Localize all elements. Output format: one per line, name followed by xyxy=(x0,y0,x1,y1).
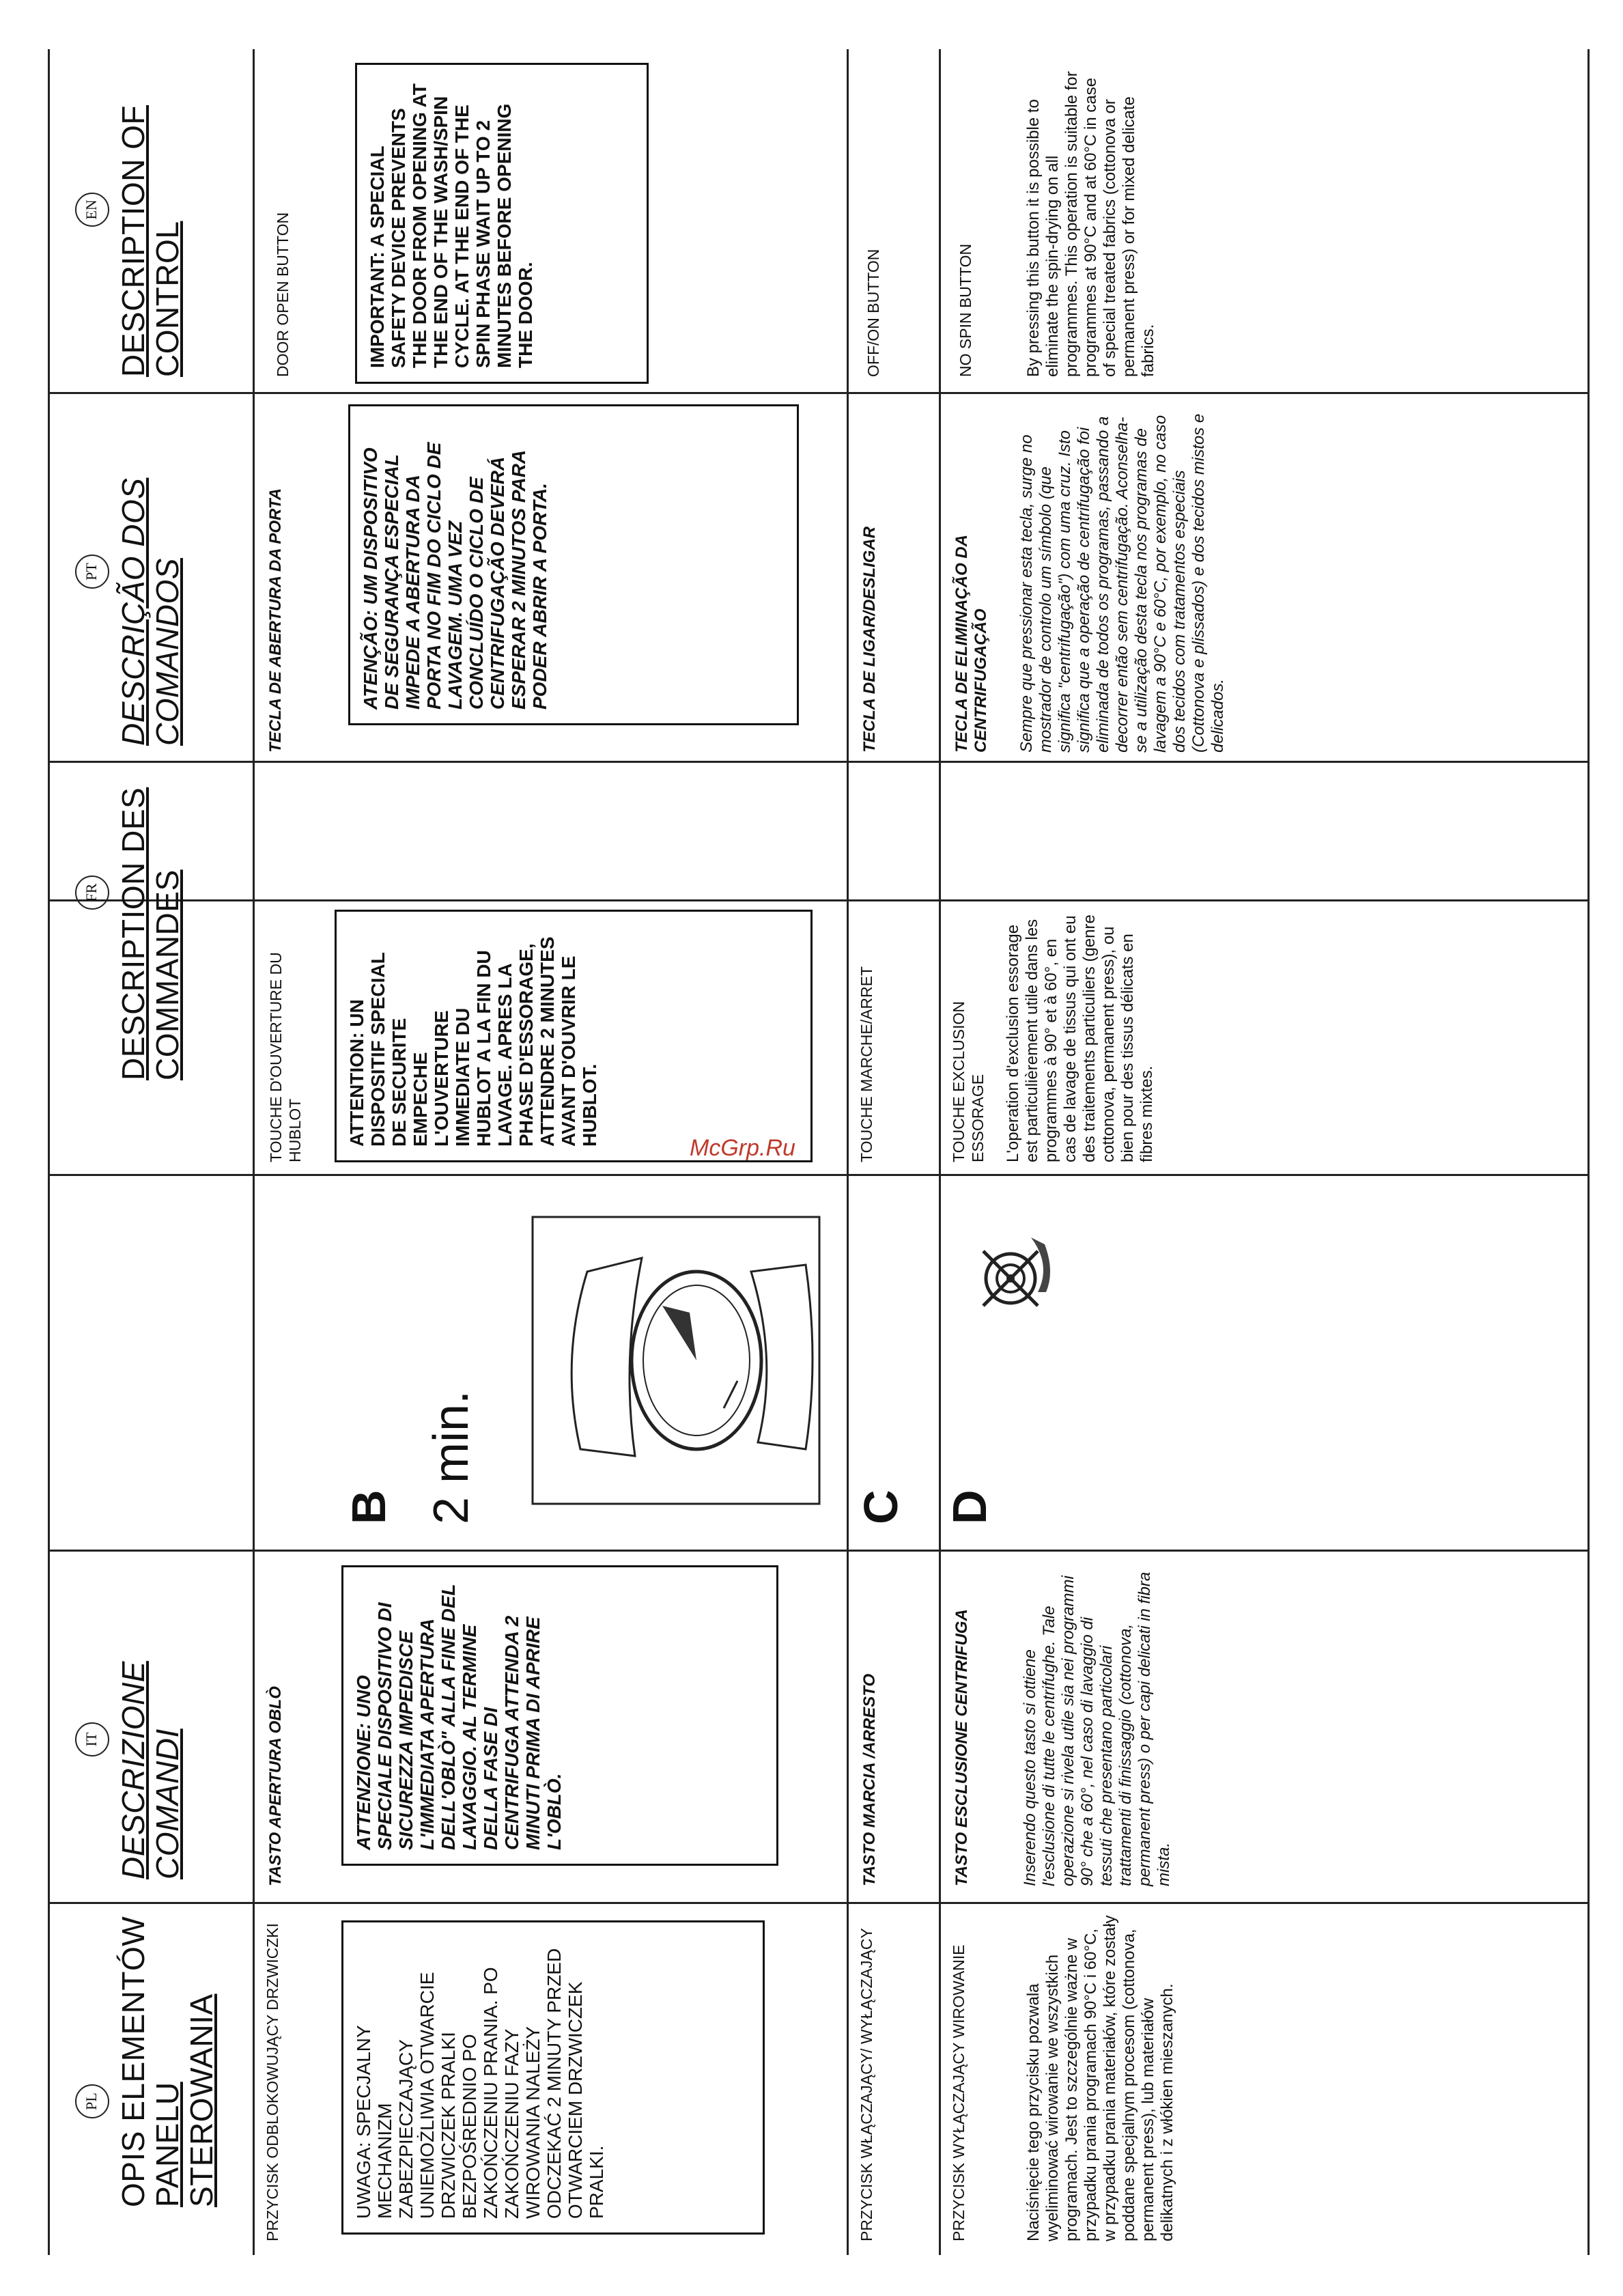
title-fr xyxy=(116,753,184,1080)
badge-it: IT xyxy=(75,1722,109,1756)
label-b-it: TASTO APERTURA OBLÒ xyxy=(266,1686,285,1886)
label-d-it: TASTO ESCLUSIONE CENTRIFUGA xyxy=(952,1609,971,1886)
warning-en: IMPORTANT: A SPECIAL SAFETY DEVICE PREVENTS THE DOOR FROM OPENING AT THE END OF THE WASH/SPIN CYCLE. AT THE END OF THE SPIN PHASE WAIT UP TO 2 MINUTES BEFORE OPENING THE DOOR. xyxy=(355,63,649,384)
label-b-fr: TOUCHE D'OUVERTURE DU HUBLOT xyxy=(267,952,304,1162)
title-pt-line1: DESCRIÇÃO DOS xyxy=(115,477,151,746)
title-en-line2: CONTROL xyxy=(150,221,185,377)
title-it-line2: COMANDI xyxy=(150,1728,185,1879)
label-c-pt: TECLA DE LIGAR/DESLIGAR xyxy=(860,526,879,753)
warning-pl: UWAGA: SPECJALNY MECHANIZM ZABEZPIECZAJĄCY UNIEMOŻLIWIA OTWARCIE DRZWICZEK PRALKI BEZPOŚREDNIO PO ZAKOŃCZENIU PRANIA. PO ZAKOŃCZENIU FAZY WIROWANIA NALEŻY ODCZEKAĆ 2 MINUTY PRZED OTWARCIEM DRZWICZEK PRALKI. xyxy=(341,1920,765,2235)
row-rule-c xyxy=(847,49,849,2255)
timer-label: 2 min. xyxy=(424,1390,479,1524)
badge-en: EN xyxy=(75,193,109,227)
title-en-line1: DESCRIPTION OF xyxy=(115,104,151,377)
label-d-en: NO SPIN BUTTON xyxy=(957,243,974,377)
letter-c: C xyxy=(854,1489,907,1524)
warning-pt: ATENÇÃO: UM DISPOSITIVO DE SEGURANÇA ESPECIAL IMPEDE A ABERTURA DA PORTA NO FIM DO CICLO DE LAVAGEM. UMA VEZ CONCLUÍDO O CICLO DE CENTRIFUGAÇÃO DEVERÁ ESPERAR 2 MINUTOS PARA PODER ABRIR A PORTA. xyxy=(348,404,799,725)
col-divider-2 xyxy=(48,1550,1587,1552)
badge-fr: FR xyxy=(75,876,109,910)
label-b-pl: PRZYCISK ODBLOKOWUJĄCY DRZWICZKI xyxy=(264,1922,281,2241)
letter-b: B xyxy=(342,1489,395,1524)
col-divider-3 xyxy=(48,1174,1587,1176)
title-pl-line1: OPIS ELEMENTÓW xyxy=(115,1916,151,2207)
label-d-pt: TECLA DE ELIMINAÇÃO DA CENTRIFUGAÇÃO xyxy=(952,535,990,753)
title-pl xyxy=(116,1914,218,2207)
title-fr-line2: COMMANDES xyxy=(150,869,185,1080)
title-pt xyxy=(116,404,184,746)
watch-icon xyxy=(519,1190,833,1531)
title-pt-line2: COMANDOS xyxy=(150,558,185,746)
label-c-it: TASTO MARCIA /ARRESTO xyxy=(860,1673,879,1886)
top-border xyxy=(48,49,50,2255)
col-divider-6 xyxy=(48,392,1587,394)
badge-pt: PT xyxy=(75,555,109,589)
text-d-pt: Sempre que pressionar esta tecla, surge no mostrador de controlo um símbolo (que significa "centrifugação") com uma cruz. Isto significa que a operação de centrifugação foi eliminada de todos os programas, passando a decorrer então sem centrifugação. Aconselha-se a utilização desta tecla nos programas de lavagem a 90°C e 60°C, por exemplo, no caso dos tecidos com tratamentos especiais (Cottonova e plissados) e dos tecidos mistos e delicados. xyxy=(1017,413,1227,753)
text-d-fr: L'operation d'exclusion essorage est particulièrement utile dans les programmes à 90° et à 60°, en cas de lavage de tissus qui ont eu des traitements particuliers (genre cottonova, permanent press), ou bien pour des tissus délicats en fibres mixtes. xyxy=(1004,914,1156,1162)
label-d-pl: PRZYCISK WYŁĄCZAJĄCY WIROWANIE xyxy=(950,1944,968,2241)
title-it xyxy=(116,1565,184,1879)
warning-fr: ATTENTION: UN DISPOSITIF SPECIAL DE SECURITE EMPECHE L'OUVERTURE IMMEDIATE DU HUBLOT A LA FIN DU LAVAGE. APRES LA PHASE D'ESSORAGE, ATTENDRE 2 MINUTES AVANT D'OUVRIR LE HUBLOT. xyxy=(335,910,813,1162)
title-en xyxy=(116,49,184,377)
title-pl-line2: PANELU xyxy=(150,2082,185,2207)
col-divider-1 xyxy=(48,1902,1587,1904)
badge-pl: PL xyxy=(75,2084,109,2118)
row-rule-d xyxy=(939,49,941,2255)
label-b-pt: TECLA DE ABERTURA DA PORTA xyxy=(266,488,285,753)
header-rule xyxy=(253,49,255,2255)
text-d-en: By pressing this button it is possible to eliminate the spin-drying on all programmes. This operation is suitable for programmes at 90°C and at 60°C in case of special treated fabrics (cottonova or permanent press) or for mixed delicate fabrics. xyxy=(1024,71,1157,377)
col-divider-5 xyxy=(48,761,1587,763)
title-fr-line1: DESCRIPTION DES xyxy=(115,787,151,1080)
label-c-en: OFF/ON BUTTON xyxy=(864,249,882,377)
title-it-line1: DESCRIZIONE xyxy=(115,1661,151,1879)
label-c-pl: PRZYCISK WŁĄCZAJĄCY/ WYŁĄCZAJĄCY xyxy=(858,1928,875,2241)
label-b-en: DOOR OPEN BUTTON xyxy=(274,212,292,377)
text-d-it: Inserendo questo tasto si ottiene l'esclusione di tutte le centrifughe. Tale operazione si rivela utile sia nei programmi 90° che a 60°, nel caso di lavaggio di tessuti che presentano particolari trattamenti di finissaggio (cottonova, permanent press) o per capi delicati in fibra mista. xyxy=(1021,1571,1173,1886)
title-pl-line3: STEROWANIA xyxy=(184,1993,219,2207)
text-d-pl: Naciśnięcie tego przycisku pozwala wyeliminować wirowanie we wszystkich programach. Jest to szczególnie ważne w przypadku prania programach 90°C i 60°C, w przypadku prania materiałów, które zostały poddane specjalnym procesom (cottonova, permanent press), lub materiałów delikatnych i z włókien mieszanych. xyxy=(1024,1915,1176,2241)
col-divider-4 xyxy=(48,899,1587,901)
label-c-fr: TOUCHE MARCHE/ARRET xyxy=(858,966,875,1162)
label-d-fr: TOUCHE EXCLUSION ESSORAGE xyxy=(950,1000,987,1162)
no-spin-icon xyxy=(970,1231,1052,1319)
warning-it: ATTENZIONE: UNO SPECIALE DISPOSITIVO DI SICUREZZA IMPEDISCE L'IMMEDIATA APERTURA DELL'OBLÒ" ALLA FINE DEL LAVAGGIO. AL TERMINE DELLA FASE DI CENTRIFUGA ATTENDA 2 MINUTI PRIMA DI APRIRE L'OBLÒ. xyxy=(341,1565,778,1866)
bottom-border xyxy=(1587,49,1590,2255)
letter-d: D xyxy=(943,1489,996,1524)
watermark: McGrp.Ru xyxy=(690,1135,795,1161)
